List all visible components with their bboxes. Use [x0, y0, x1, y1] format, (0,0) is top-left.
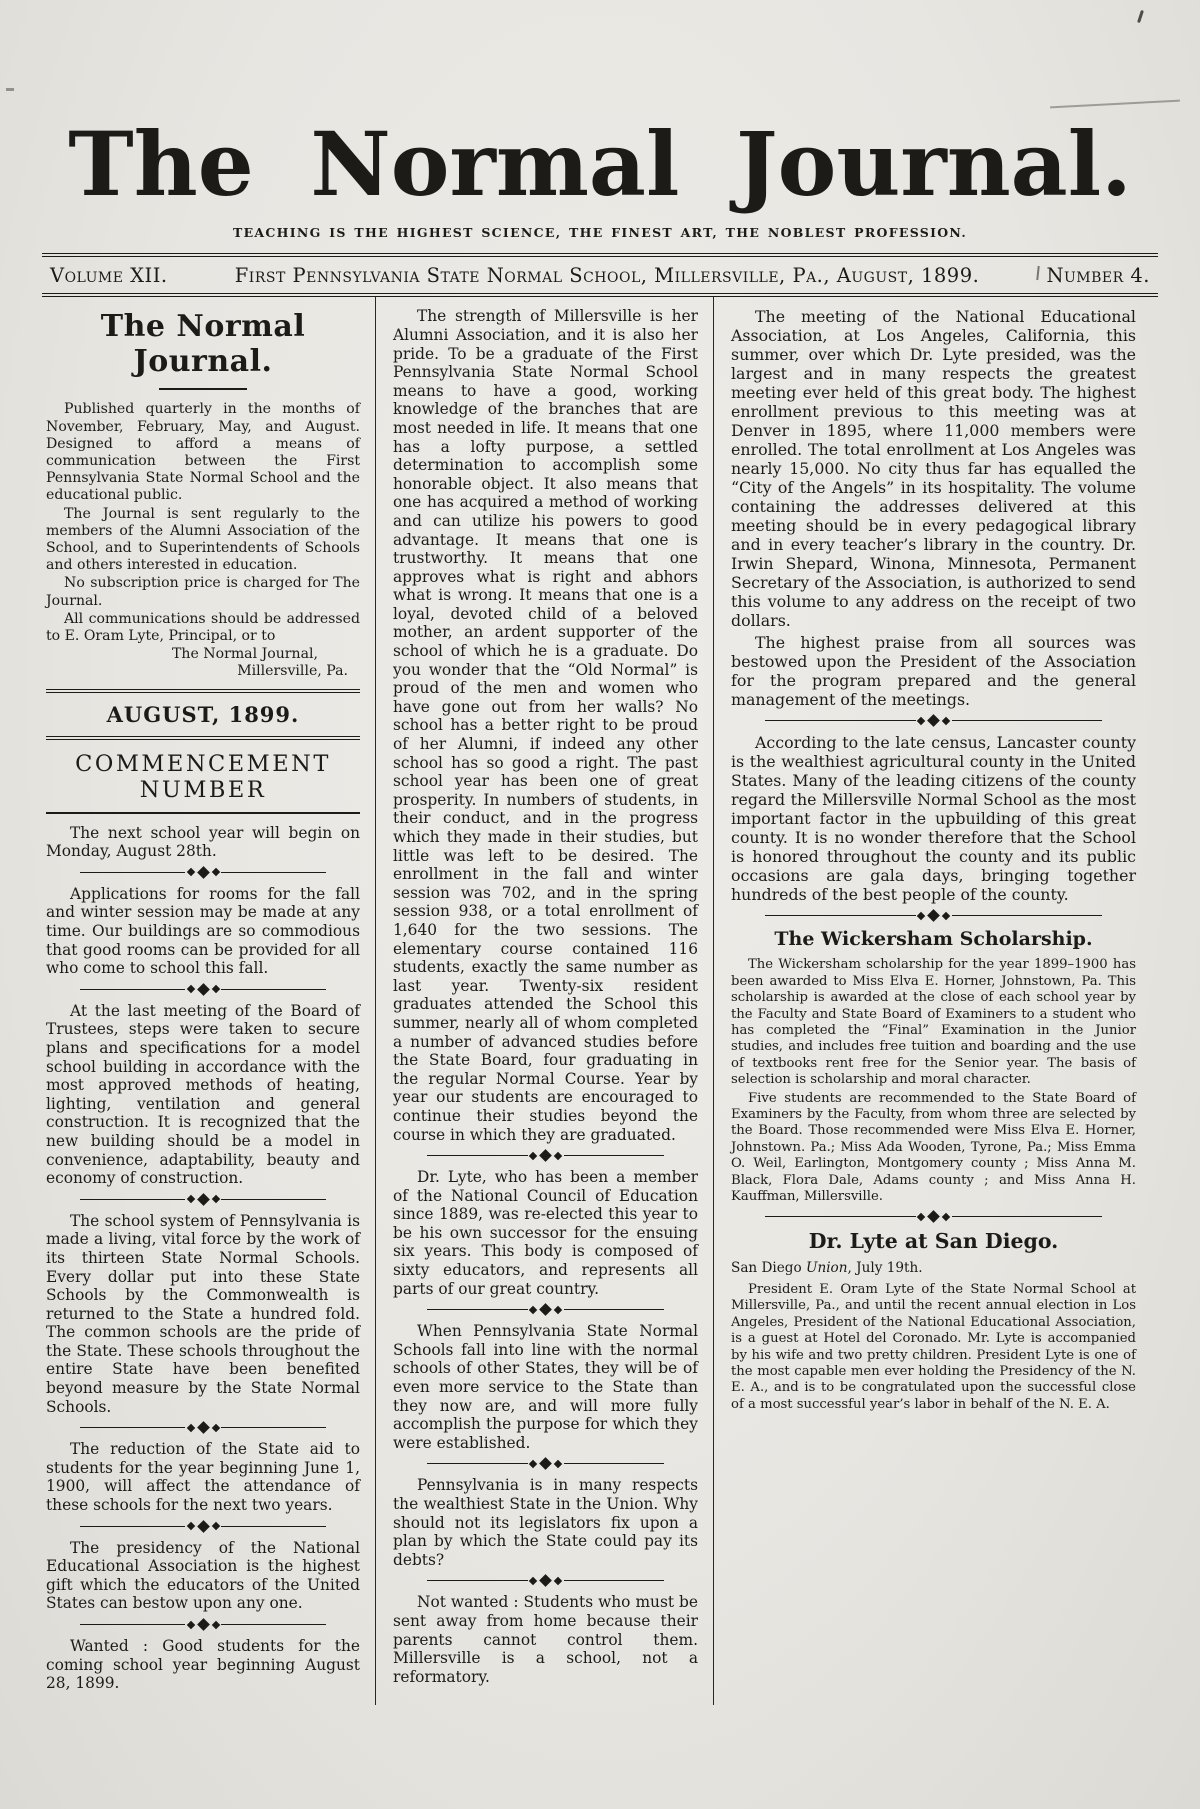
- ink-speck: [6, 88, 14, 91]
- issue-number: Number 4.: [1046, 264, 1150, 288]
- commencement-heading: COMMENCEMENT NUMBER: [75, 750, 331, 803]
- dr-lyte-heading: Dr. Lyte at San Diego.: [808, 1229, 1059, 1254]
- section-divider: [765, 716, 1102, 725]
- section-divider: [80, 868, 326, 877]
- journal-info: [46, 309, 360, 680]
- article-paragraph: The strength of Millersville is her Alumni Association, and it is also her pride. To be a graduate of the First Pennsylvania State Normal School means to have a good, working knowledge of the branches that are most needed in life. It means that one has a lofty purpose, a settled determination to accomplish some honorable object. It also means that one has acquired a method of working and can utilize his powers to good advantage. It means that one is trustworthy. It means that one approves what is right and abhors what is wrong. It means that one is a loyal, devoted child of a beloved mother, an ardent supporter of the school of which he is a graduate. Do you wonder that the “Old Normal” is proud of the men and women who have gone out from her walls? No school has a better right to be proud of her Alumni, if indeed any other school has so good a right. The past school year has been one of great prosperity. In numbers of students, in their conduct, and in the progress which they made in their studies, but little was left to be desired. The enrollment in the fall and winter session was 702, and in the spring session 938, or a total enrollment of 1,640 for the two sessions. The elementary course contained 116 students, exactly the same number as last year. Twenty-six resident graduates attended the School this summer, nearly all of whom completed a number of advanced studies before the State Board, four graduating in the regular Normal Course. Year by year our students are encouraged to continue their studies beyond the course in which they are graduated.: [393, 307, 698, 1144]
- journal-info-paragraph: All communications should be addressed to E. Oram Lyte, Principal, or to: [46, 610, 360, 645]
- diamond-icon: [917, 717, 925, 725]
- section-divider: [80, 1423, 326, 1432]
- diamond-icon: [539, 1575, 552, 1588]
- diamond-icon: [186, 868, 194, 876]
- diamond-icon: [186, 1424, 194, 1432]
- article-paragraph: Dr. Lyte, who has been a member of the National Council of Education since 1889, was re-elected this year to be his own successor for the ensuing six years. This body is composed of sixty educators, and represents all parts of our great country.: [393, 1168, 698, 1298]
- article-paragraph: According to the late census, Lancaster county is the wealthiest agricultural county in the United States. Many of the leading citizens of the county regard the Millersville Normal School as the most important factor in the upbuilding of this great county. It is no wonder therefore that the School is honored throughout the county and its public occasions are gala days, bringing together hundreds of the best people of the county.: [731, 733, 1136, 905]
- diamond-icon: [539, 1458, 552, 1471]
- diamond-icon: [197, 1520, 210, 1533]
- column-3: [714, 297, 1136, 1705]
- article-paragraph: The highest praise from all sources was bestowed upon the President of the Association for the program prepared and the general management of the meetings.: [731, 633, 1136, 710]
- diamond-icon: [197, 1193, 210, 1206]
- issue-line: First Pennsylvania State Normal School, Millersville, Pa., August, 1899.: [234, 264, 980, 288]
- source-line: [731, 1260, 1136, 1276]
- diamond-icon: [917, 1213, 925, 1221]
- diamond-icon: [211, 1424, 219, 1432]
- diamond-icon: [197, 1421, 210, 1434]
- diamond-icon: [186, 1195, 194, 1203]
- diamond-icon: [197, 983, 210, 996]
- article-paragraph: Pennsylvania is in many respects the wealthiest State in the Union. Why should not its legislators fix upon a plan by which the State could pay its debts?: [393, 1476, 698, 1569]
- diamond-icon: [186, 985, 194, 993]
- diamond-icon: [927, 910, 940, 923]
- issue-info-bar: [42, 253, 1158, 297]
- article-paragraph: Not wanted : Students who must be sent away from home because their parents cannot control them. Millersville is a school, not a reformatory.: [393, 1593, 698, 1686]
- address-line: The Normal Journal,: [171, 646, 318, 663]
- article-paragraph: Applications for rooms for the fall and winter session may be made at any time. Our buildings are so commodious that good rooms can be provided for all who come to school this fall.: [46, 884, 360, 978]
- diamond-icon: [211, 1522, 219, 1530]
- diamond-icon: [539, 1149, 552, 1162]
- section-divider: [80, 985, 326, 994]
- article-columns: [44, 297, 1136, 1705]
- single-rule: [46, 812, 360, 814]
- diamond-icon: [927, 1211, 940, 1224]
- column-1: [44, 297, 376, 1705]
- article-paragraph: The presidency of the National Educational Association is the highest gift which the educators of the United States can bestow upon any one.: [46, 1538, 360, 1613]
- article-paragraph: Five students are recommended to the State Board of Examiners by the Faculty, from whom three are selected by the Board. Those recommended were Miss Elva E. Horner, Johnstown. Pa.; Miss Ada Wooden, Tyrone, Pa.; Miss Emma O. Weil, Earlington, Montgomery county ; Miss Anna M. Black, Flora Dale, Adams county ; and Miss Anna H. Kauffman, Millersville.: [731, 1090, 1136, 1205]
- journal-info-heading: The Normal Journal.: [100, 309, 306, 380]
- section-divider: [80, 1195, 326, 1204]
- diamond-icon: [529, 1460, 537, 1468]
- diamond-icon: [197, 866, 210, 879]
- diamond-icon: [539, 1303, 552, 1316]
- source-prefix: San Diego: [731, 1260, 806, 1277]
- double-rule: [46, 736, 360, 740]
- diamond-icon: [529, 1151, 537, 1159]
- masthead-tagline: TEACHING IS THE HIGHEST SCIENCE, THE FINEST ART, THE NOBLEST PROFESSION.: [233, 225, 967, 241]
- article-paragraph: The meeting of the National Educational Association, at Los Angeles, California, this summer, over which Dr. Lyte presided, was the largest and in many respects the greatest meeting ever held of this great body. The highest enrollment previous to this meeting was at Denver in 1895, where 11,000 members were enrolled. The total enrollment at Los Angeles was nearly 15,000. No city thus far has equalled the “City of the Angels” in its hospitality. The volume containing the addresses delivered at this meeting should be in every pedagogical library and in every teacher’s library in the country. Dr. Irwin Shepard, Winona, Minnesota, Permanent Secretary of the Association, is authorized to send this volume to any address on the receipt of two dollars.: [731, 307, 1136, 631]
- source-publication: Union: [806, 1260, 848, 1277]
- column-2: [376, 297, 714, 1705]
- article-paragraph: At the last meeting of the Board of Trustees, steps were taken to secure plans and specifications for a model school building in accordance with the most approved methods of heating, lighting, ventilation and general construction. It is recognized that the new building should be a model in convenience, adaptability, beauty and economy of construction.: [46, 1001, 360, 1188]
- volume-label: Volume XII.: [50, 264, 168, 288]
- article-paragraph: The Wickersham scholarship for the year 1899–1900 has been awarded to Miss Elva E. Horner, Johnstown, Pa. This scholarship is awarded at the close of each school year by the Faculty and State Board of Examiners to a student who has completed the “Final” Examination in the Junior studies, and includes free tuition and boarding and the use of textbooks rent free for the Senior year. The basis of selection is scholarship and moral character.: [731, 957, 1136, 1088]
- diamond-icon: [186, 1522, 194, 1530]
- wickersham-heading: The Wickersham Scholarship.: [774, 928, 1093, 951]
- section-divider: [765, 1212, 1102, 1221]
- double-rule: [46, 689, 360, 693]
- diamond-icon: [211, 868, 219, 876]
- section-divider: [427, 1459, 664, 1468]
- diamond-icon: [554, 1460, 562, 1468]
- source-suffix: , July 19th.: [847, 1260, 923, 1277]
- diamond-icon: [942, 912, 950, 920]
- section-divider: [80, 1522, 326, 1531]
- journal-info-paragraph: Published quarterly in the months of November, February, May, and August. Designed to afford a means of communication between the First Pennsylvania State Normal School and the educational public.: [46, 401, 360, 504]
- diamond-icon: [917, 912, 925, 920]
- date-heading: AUGUST, 1899.: [106, 701, 300, 727]
- diamond-icon: [186, 1620, 194, 1628]
- article-paragraph: When Pennsylvania State Normal Schools fall into line with the normal schools of other States, they will be of even more service to the State than they now are, and will more fully accomplish the purpose for which they were established.: [393, 1322, 698, 1452]
- diamond-icon: [211, 1620, 219, 1628]
- diamond-icon: [554, 1306, 562, 1314]
- article-paragraph: The reduction of the State aid to students for the year beginning June 1, 1900, will affect the attendance of these schools for the next two years.: [46, 1440, 360, 1515]
- diamond-icon: [927, 715, 940, 728]
- diamond-icon: [942, 717, 950, 725]
- journal-info-paragraph: No subscription price is charged for The Journal.: [46, 575, 360, 609]
- masthead-title: The Normal Journal.: [68, 112, 1132, 216]
- masthead: [0, 0, 1200, 240]
- section-divider: [765, 911, 1102, 920]
- journal-info-paragraph: The Journal is sent regularly to the members of the Alumni Association of the School, and to Superintendents of Schools and others interested in education.: [46, 505, 360, 574]
- short-rule: [159, 388, 247, 390]
- diamond-icon: [211, 1195, 219, 1203]
- diamond-icon: [211, 985, 219, 993]
- diamond-icon: [554, 1577, 562, 1585]
- diamond-icon: [942, 1213, 950, 1221]
- diamond-icon: [554, 1151, 562, 1159]
- article-paragraph: The next school year will begin on Monday, August 28th.: [46, 823, 360, 861]
- section-divider: [427, 1305, 664, 1314]
- section-divider: [80, 1620, 326, 1629]
- article-paragraph: Wanted : Good students for the coming school year beginning August 28, 1899.: [46, 1637, 360, 1693]
- diamond-icon: [197, 1618, 210, 1631]
- article-paragraph: President E. Oram Lyte of the State Normal School at Millersville, Pa., and until the recent annual election in Los Angeles, President of the National Educational Association, is a guest at Hotel del Coronado. Mr. Lyte is accompanied by his wife and two pretty children. President Lyte is one of the most capable men ever holding the Presidency of the N. E. A., and is to be congratulated upon the successful close of a most successful year’s labor in behalf of the N. E. A.: [731, 1281, 1136, 1412]
- diamond-icon: [529, 1306, 537, 1314]
- section-divider: [427, 1151, 664, 1160]
- address-line: Millersville, Pa.: [237, 663, 348, 680]
- article-paragraph: The school system of Pennsylvania is made a living, vital force by the work of its thirteen State Normal Schools. Every dollar put into these State Schools by the Commonwealth is returned to the State a hundred fold. The common schools are the pride of the State. These schools throughout the entire State have been benefited beyond measure by the State Normal Schools.: [46, 1211, 360, 1416]
- section-divider: [427, 1576, 664, 1585]
- diamond-icon: [529, 1577, 537, 1585]
